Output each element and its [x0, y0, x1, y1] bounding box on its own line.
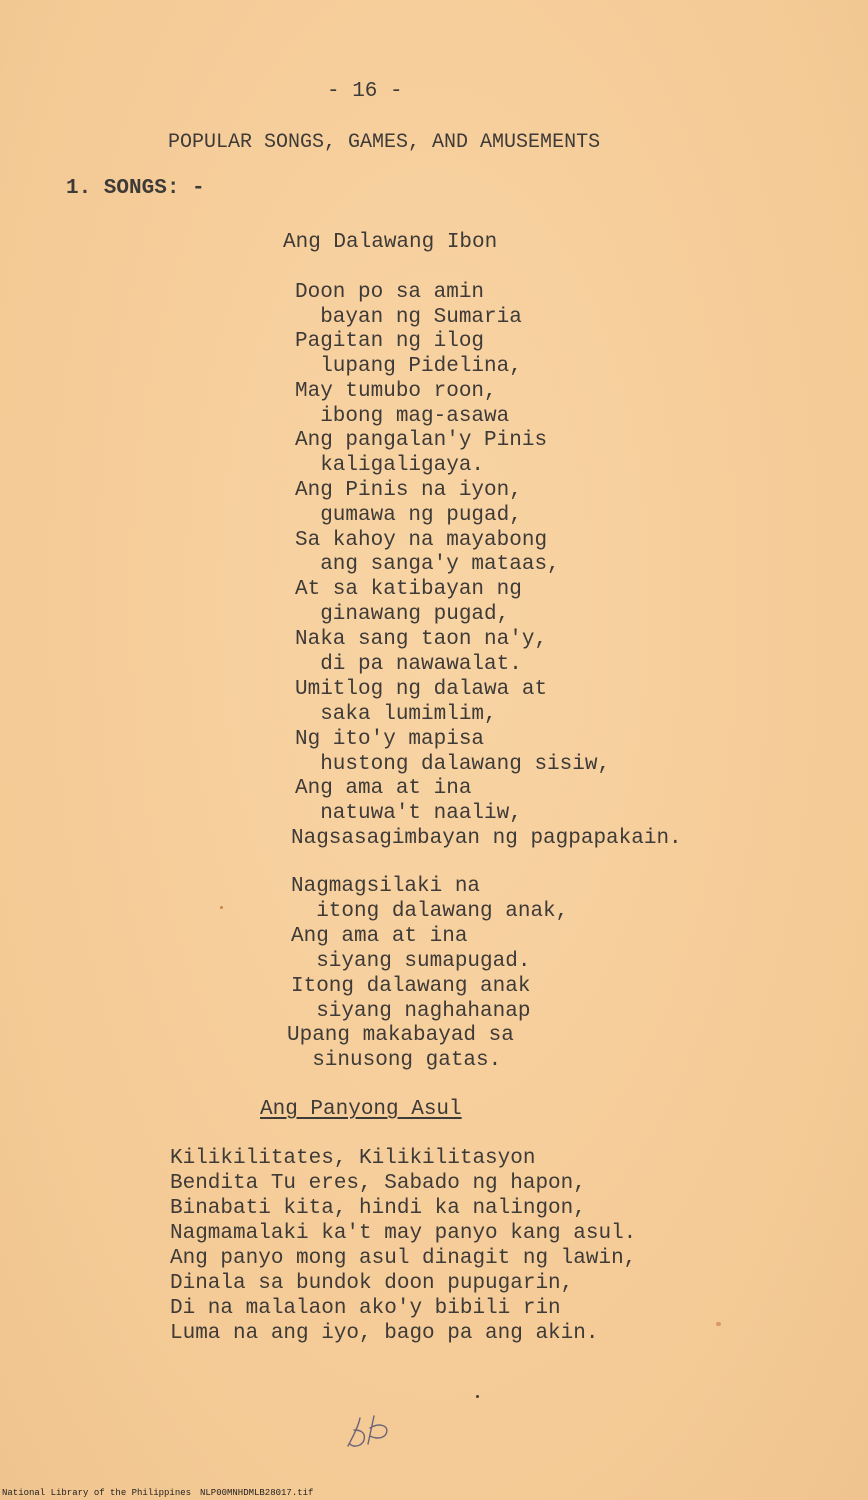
song-title: Ang Dalawang Ibon — [283, 231, 498, 254]
verse-line: Nagmagsilaki na — [291, 875, 481, 898]
verse-line: Dinala sa bundok doon pupugarin, — [170, 1272, 574, 1295]
verse-line: kaligaligaya. — [295, 454, 485, 477]
verse-line: saka lumimlim, — [295, 703, 497, 726]
verse-line: itong dalawang anak, — [291, 900, 569, 923]
verse-line: hustong dalawang sisiw, — [295, 753, 611, 776]
verse-line: Naka sang taon na'y, — [295, 628, 548, 651]
verse-line: lupang Pidelina, — [295, 355, 522, 378]
song-title: Ang Panyong Asul — [260, 1098, 462, 1121]
verse-line: May tumubo roon, — [295, 380, 497, 403]
verse-line: Doon po sa amin — [295, 281, 485, 304]
verse-line: di pa nawawalat. — [295, 653, 522, 676]
verse-line: siyang sumapugad. — [291, 950, 531, 973]
verse-line: ang sanga'y mataas, — [295, 553, 560, 576]
verse-line: Sa kahoy na mayabong — [295, 529, 548, 552]
verse-line: natuwa't naaliw, — [295, 802, 522, 825]
section-heading: 1. SONGS: - — [66, 177, 205, 200]
verse-line: Binabati kita, hindi ka nalingon, — [170, 1197, 586, 1220]
footer-library: National Library of the Philippines — [2, 1488, 192, 1498]
verse-line: Kilikilitates, Kilikilitasyon — [170, 1147, 536, 1170]
page-number: - 16 - — [327, 80, 403, 103]
paper-stain — [476, 1395, 479, 1398]
verse-line: bayan ng Sumaria — [295, 306, 522, 329]
verse-line: Ang pangalan'y Pinis — [295, 429, 548, 452]
verse-line: Nagsasagimbayan ng pagpapakain. — [291, 827, 682, 850]
verse-line: Itong dalawang anak — [291, 975, 531, 998]
verse-line: gumawa ng pugad, — [295, 504, 522, 527]
paper-stain — [220, 906, 223, 909]
verse-line: siyang naghahanap — [291, 1000, 531, 1023]
verse-line: ibong mag-asawa — [295, 405, 510, 428]
paper-stain — [716, 1322, 721, 1326]
verse-line: Upang makabayad sa — [287, 1024, 514, 1047]
verse-line: Ang panyo mong asul dinagit ng lawin, — [170, 1247, 637, 1270]
verse-line: Ng ito'y mapisa — [295, 728, 485, 751]
footer-filename: NLP00MNHDMLB28017.tif — [200, 1488, 314, 1498]
page-title: POPULAR SONGS, GAMES, AND AMUSEMENTS — [168, 131, 601, 154]
verse-line: Luma na ang iyo, bago pa ang akin. — [170, 1322, 599, 1345]
verse-line: Ang ama at ina — [295, 777, 472, 800]
verse-line: sinusong gatas. — [287, 1049, 502, 1072]
verse-line: Ang ama at ina — [291, 925, 468, 948]
verse-line: At sa katibayan ng — [295, 578, 522, 601]
verse-line: Pagitan ng ilog — [295, 330, 485, 353]
verse-line: Umitlog ng dalawa at — [295, 678, 548, 701]
handwritten-initials-icon — [340, 1408, 400, 1458]
verse-line: Ang Pinis na iyon, — [295, 479, 522, 502]
verse-line: Bendita Tu eres, Sabado ng hapon, — [170, 1172, 586, 1195]
verse-line: Nagmamalaki ka't may panyo kang asul. — [170, 1222, 637, 1245]
verse-line: Di na malalaon ako'y bibili rin — [170, 1297, 561, 1320]
verse-line: ginawang pugad, — [295, 603, 510, 626]
